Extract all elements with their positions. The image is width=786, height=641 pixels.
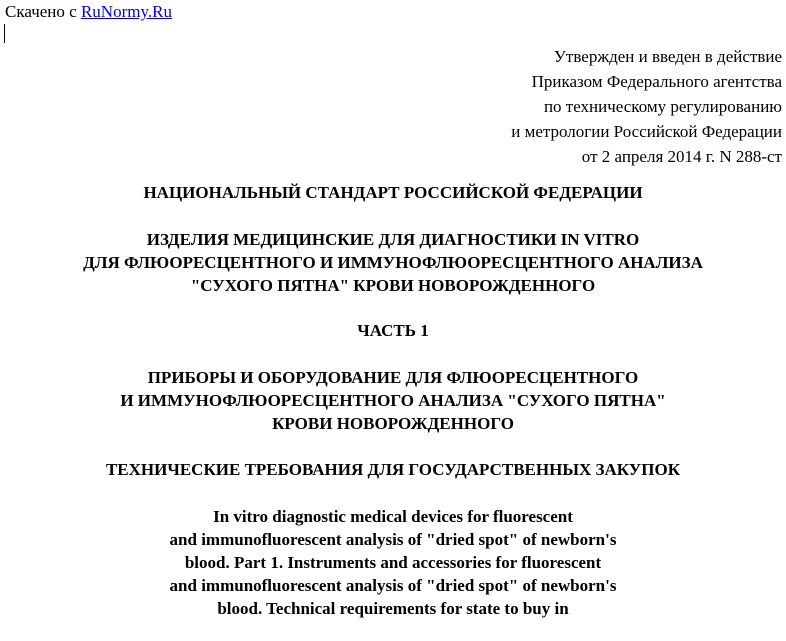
source-prefix: Скачено с (5, 2, 81, 21)
document-subtitle (0, 366, 786, 435)
approval-line: и метрологии Российской Федерации (511, 122, 782, 141)
english-title-line: In vitro diagnostic medical devices for fluorescent (213, 507, 573, 526)
approval-line: от 2 апреля 2014 г. N 288-ст (581, 147, 782, 166)
english-title-line: and immunofluorescent analysis of "dried spot" of newborn's (169, 576, 617, 595)
approval-block (511, 44, 782, 169)
requirements-heading-text: ТЕХНИЧЕСКИЕ ТРЕБОВАНИЯ ДЛЯ ГОСУДАРСТВЕННЫХ ЗАКУПОК (105, 460, 681, 479)
requirements-heading (0, 458, 786, 481)
english-title-line: blood. Technical requirements for state to buy in (217, 599, 569, 618)
document-title (0, 228, 786, 297)
english-title-line: blood. Part 1. Instruments and accessories for fluorescent (184, 553, 602, 572)
english-title-line: and immunofluorescent analysis of "dried spot" of newborn's (169, 530, 617, 549)
subtitle-line: И ИММУНОФЛЮОРЕСЦЕНТНОГО АНАЛИЗА "СУХОГО ПЯТНА" (120, 391, 666, 410)
approval-line: по техническому регулированию (543, 97, 782, 116)
english-title (0, 505, 786, 620)
part-heading (0, 319, 786, 342)
subtitle-line: ПРИБОРЫ И ОБОРУДОВАНИЕ ДЛЯ ФЛЮОРЕСЦЕНТНОГО (147, 368, 639, 387)
text-cursor (4, 24, 5, 43)
part-heading-text: ЧАСТЬ 1 (357, 321, 429, 340)
source-line (5, 2, 172, 22)
approval-line: Приказом Федерального агентства (531, 72, 782, 91)
title-line: ИЗДЕЛИЯ МЕДИЦИНСКИЕ ДЛЯ ДИАГНОСТИКИ IN VITRO (146, 230, 640, 249)
subtitle-line: КРОВИ НОВОРОЖДЕННОГО (272, 414, 514, 433)
approval-line: Утвержден и введен в действие (553, 47, 782, 66)
source-link[interactable]: RuNormy.Ru (80, 2, 172, 21)
standard-heading-text: НАЦИОНАЛЬНЫЙ СТАНДАРТ РОССИЙСКОЙ ФЕДЕРАЦИИ (143, 183, 643, 202)
standard-heading (0, 181, 786, 204)
title-line: "СУХОГО ПЯТНА" КРОВИ НОВОРОЖДЕННОГО (190, 276, 596, 295)
title-line: ДЛЯ ФЛЮОРЕСЦЕНТНОГО И ИММУНОФЛЮОРЕСЦЕНТНОГО АНАЛИЗА (83, 253, 703, 272)
